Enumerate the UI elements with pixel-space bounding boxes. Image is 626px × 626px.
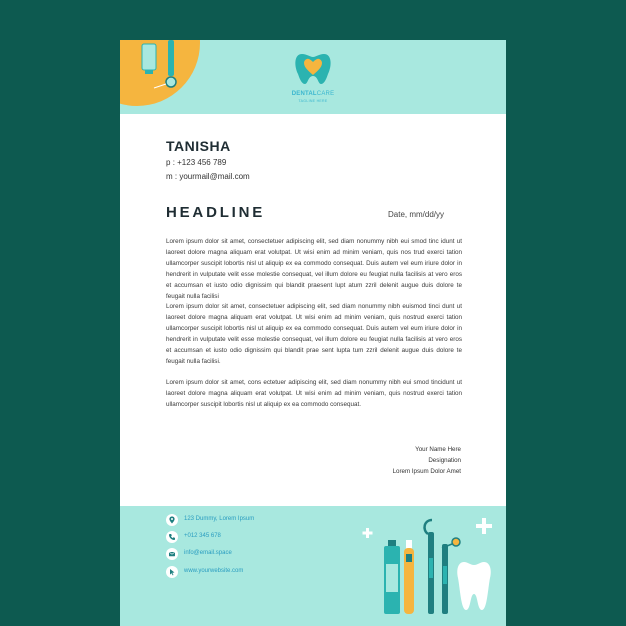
body-paragraph-3: Lorem ipsum dolor sit amet, cons ectetuer adipiscing elit, sed diam nonummy nibh eui smod tincidunt ut laoreet dolore magna aliquam erat volutpat. Ut wisi enim ad minim veniam, quis nostrud exerci tation ullamcorper suscipit lobortis nisl ut aliquip ex ea commodo consequat. <box>166 379 462 409</box>
signature-name: Your Name Here <box>415 446 461 453</box>
phone-label: p <box>166 158 171 167</box>
sparkle-plus-icon-large <box>476 518 492 534</box>
dental-mirror-icon <box>442 538 460 614</box>
sender-name: TANISHA <box>166 138 231 154</box>
tooth-icon <box>457 562 491 610</box>
brand-tagline: TAGLINE HERE <box>298 99 328 103</box>
dental-probe-icon <box>425 520 434 614</box>
headline: HEADLINE <box>166 204 266 221</box>
sender-email: : yourmail@mail.com <box>174 172 250 181</box>
signature-designation: Designation <box>428 457 461 464</box>
letterhead-page <box>120 40 506 626</box>
body-paragraph-2: Lorem ipsum dolor sit amet, consectetuer adipiscing elit, sed diam nonummy nibh euismod tinci dunt ut laoreet dolore magna aliquam erat volutpat. Ut wisi enim ad minim veniam, quis nostrud exerci tation ullamcorper suscipit lobortis nisl ut aliquip ex ea commodo consequat. Duis autem vel eum iriure dolor in hendrerit in vulputate velit esse molestie consequat, vel illum dolore eu feugiat nulla facilisis at vero eros et accumsan et iusto odio dignissim qui blandit prae sent lupta tum zzril delenit augue duis dolore te feugait nulla facilisi. <box>166 303 462 366</box>
toothbrush-icon <box>404 540 414 614</box>
phone-icon <box>166 531 178 543</box>
footer-address: 123 Dummy, Lorem Ipsum <box>184 516 255 522</box>
mail-icon <box>166 548 178 560</box>
brand-name-bold: DENTAL <box>291 91 317 97</box>
tooth-logo-icon <box>288 48 338 88</box>
date: Date, mm/dd/yy <box>388 210 445 219</box>
signature-company: Lorem Ipsum Dolor Amet <box>392 468 461 475</box>
sender-email-line <box>166 172 250 181</box>
location-pin-icon <box>166 514 178 526</box>
dental-equipment-illustration <box>360 518 500 622</box>
sender-phone: : +123 456 789 <box>172 158 227 167</box>
footer-website-link[interactable]: www.yourwebsite.com <box>184 568 244 574</box>
sparkle-plus-icon <box>363 528 373 538</box>
toothpaste-tube-icon <box>384 540 400 614</box>
sender-phone-line <box>166 158 226 167</box>
brand-name <box>280 91 346 97</box>
dental-tools-icon <box>132 40 192 100</box>
footer-phone: +012 345 678 <box>184 533 221 539</box>
body-paragraph-1: Lorem ipsum dolor sit amet, consectetuer adipiscing elit, sed diam nonummy nibh eui smod tinc idunt ut laoreet dolore magna aliquam erat volutpat. Ut wisi enim ad minim veniam, quis nos trud exerci tation ullamcorper suscipit lobortis nisl ut aliquip ex ea commodo consequat. Duis autem vel eum iriure dolor in hendrerit in vulputate velit esse molestie consequat, vel illum dolore eu feugiat nulla facilisis at vero eros et accumsan et iusto odio dignissim qui blandit praesent lupt atum zzril delenit augue duis dolore te feugait nulla facilisi <box>166 238 462 301</box>
brand-name-light: CARE <box>316 91 335 97</box>
email-label: m <box>166 172 173 181</box>
footer-email-link[interactable]: info@email.space <box>184 550 232 556</box>
header-band <box>120 40 506 114</box>
cursor-icon <box>166 566 178 578</box>
